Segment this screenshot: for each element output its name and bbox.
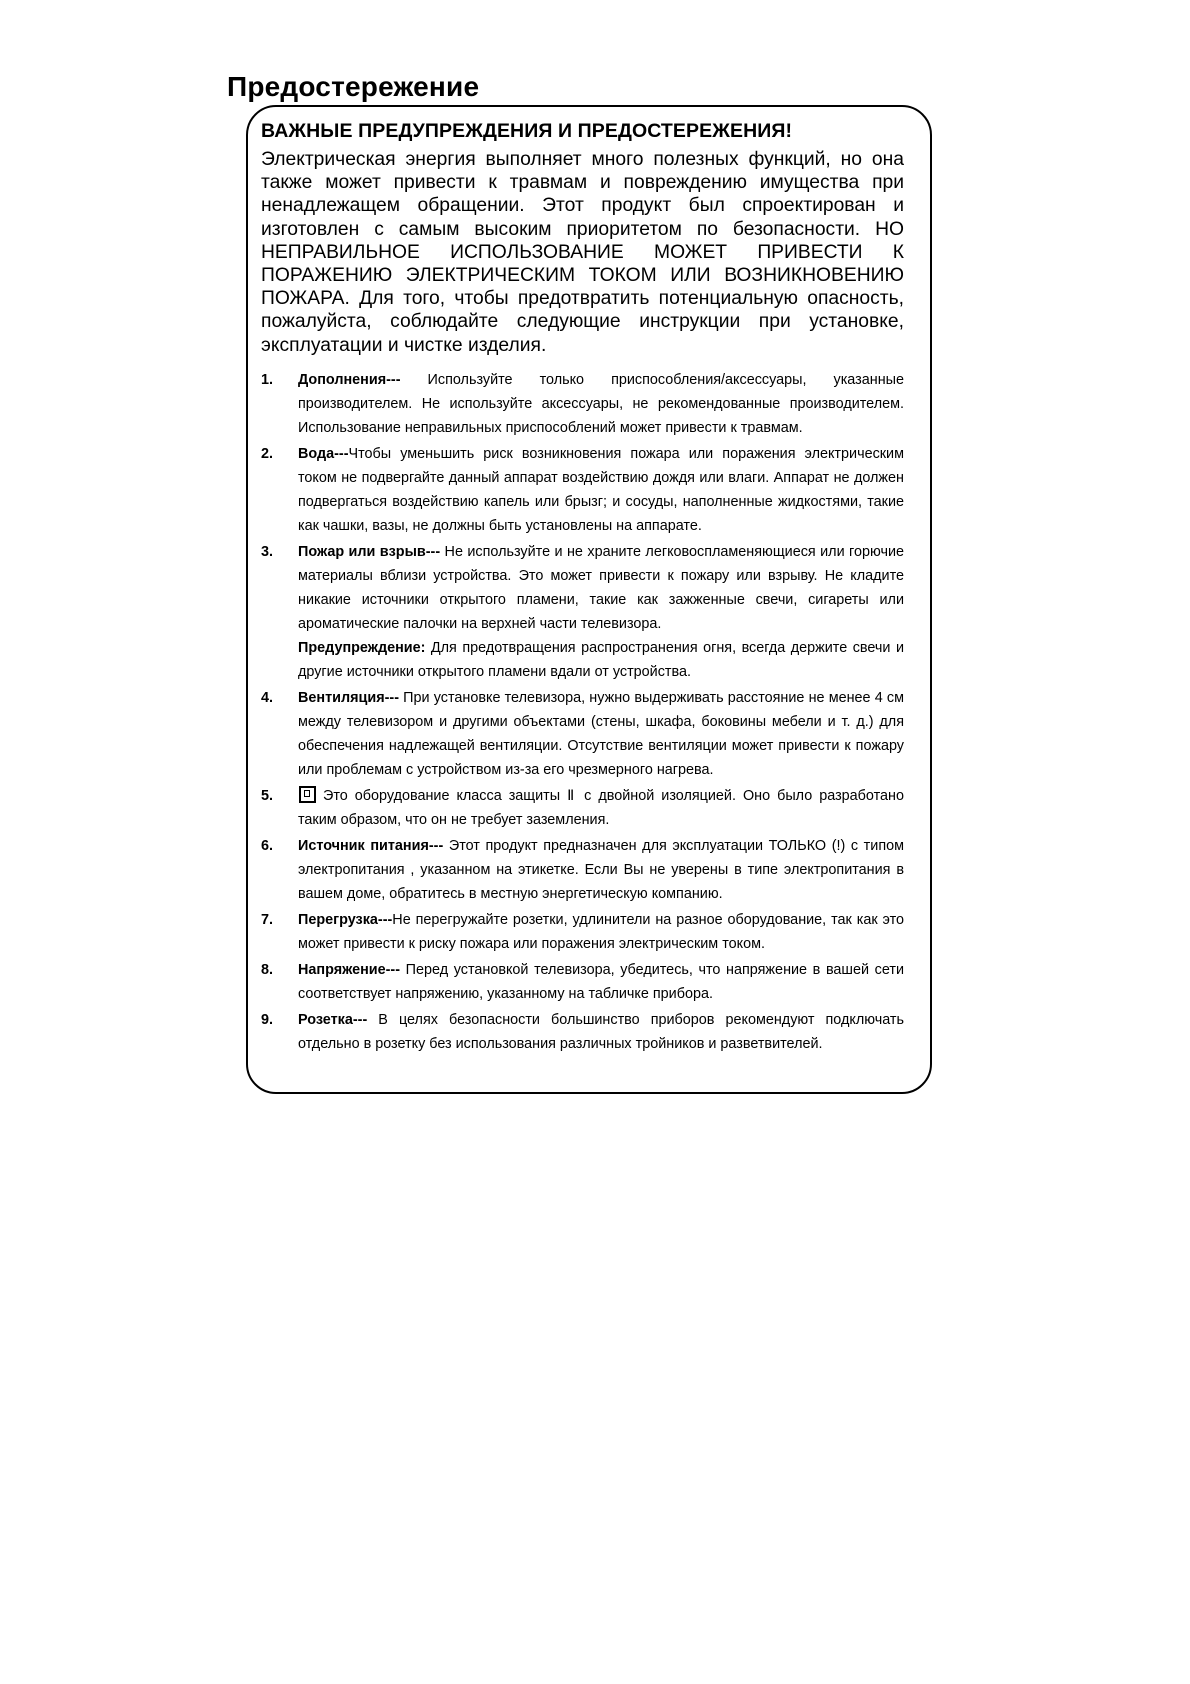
item-number: 4. bbox=[261, 689, 274, 706]
list-item-overload bbox=[261, 908, 904, 956]
warning-subparagraph-body: Для предотвращения распространения огня, всегда держите свечи и другие источники открытого пламени вдали от устройства. bbox=[298, 639, 904, 680]
item-body: Не перегружайте розетки, удлинители на разное оборудование, так как это может привести к риску пожара или поражения электрическим током. bbox=[298, 911, 904, 952]
item-number: 9. bbox=[261, 1011, 274, 1028]
item-body: При установке телевизора, нужно выдерживать расстояние не менее 4 см между телевизором и другими объектами (стены, шкафа, боковины мебели и т. д.) для обеспечения надлежащей вентиляции. Отсутствие вентиляции может привести к пожару или проблемам с устройством из-за его чрезмерного нагрева. bbox=[298, 689, 904, 778]
item-body: Перед установкой телевизора, убедитесь, что напряжение в вашей сети соответствует напряжению, указанному на табличке прибора. bbox=[298, 961, 904, 1002]
warning-box-heading: ВАЖНЫЕ ПРЕДУПРЕЖДЕНИЯ И ПРЕДОСТЕРЕЖЕНИЯ! bbox=[261, 120, 793, 142]
item-text bbox=[298, 540, 904, 684]
page-title: Предостережение bbox=[227, 70, 480, 102]
list-item-power-source bbox=[261, 834, 904, 906]
item-body: Не используйте и не храните легковоспламеняющиеся или горючие материалы вблизи устройства. Это может привести к пожару или взрыву. Не кладите никакие источники открытого пламени, такие как зажженные свечи, сигареты или ароматические палочки на верхней части телевизора. bbox=[298, 543, 904, 632]
item-text bbox=[298, 368, 904, 440]
item-number: 8. bbox=[261, 961, 274, 978]
list-item-additions bbox=[261, 368, 904, 440]
item-lead: Вода--- bbox=[298, 445, 349, 462]
item-number: 3. bbox=[261, 543, 274, 560]
item-text bbox=[298, 908, 904, 956]
item-text bbox=[298, 834, 904, 906]
class-ii-insulation-icon bbox=[299, 786, 316, 803]
warning-box bbox=[246, 105, 932, 1094]
item-lead: Дополнения--- bbox=[298, 371, 401, 388]
item-body: Это оборудование класса защиты Ⅱ с двойной изоляцией. Оно было разработано таким образом, что он не требует заземления. bbox=[298, 787, 904, 828]
item-body: Чтобы уменьшить риск возникновения пожара или поражения электрическим током не подвергайте данный аппарат воздействию дождя или влаги. Аппарат не должен подвергаться воздействию капель или брызг; и сосуды, наполненные жидкостями, такие как чашки, вазы, не должны быть установлены на аппарате. bbox=[298, 445, 904, 534]
item-number: 5. bbox=[261, 787, 274, 804]
item-lead: Напряжение--- bbox=[298, 961, 401, 978]
list-item-voltage bbox=[261, 958, 904, 1006]
item-lead: Источник питания--- bbox=[298, 837, 444, 854]
item-lead: Розетка--- bbox=[298, 1011, 368, 1028]
list-item-socket bbox=[261, 1008, 904, 1056]
item-text bbox=[298, 1008, 904, 1056]
item-body: В целях безопасности большинство приборов рекомендуют подключать отдельно в розетку без использования различных тройников и разветвителей. bbox=[298, 1011, 904, 1052]
warnings-list bbox=[261, 368, 904, 1056]
item-number: 2. bbox=[261, 445, 274, 462]
item-text bbox=[298, 686, 904, 782]
item-number: 7. bbox=[261, 911, 274, 928]
item-lead: Пожар или взрыв--- bbox=[298, 543, 441, 560]
item-number: 6. bbox=[261, 837, 274, 854]
item-body: Этот продукт предназначен для эксплуатации ТОЛЬКО (!) с типом электропитания , указанном на этикетке. Если Вы не уверены в типе электропитания в вашем доме, обратитесь в местную энергетическую компанию. bbox=[298, 837, 905, 902]
item-lead: Вентиляция--- bbox=[298, 689, 399, 706]
list-item-water bbox=[261, 442, 904, 538]
item-body: Используйте только приспособления/аксессуары, указанные производителем. Не используйте аксессуары, не рекомендованные производителем. Использование неправильных приспособлений может привести к травмам. bbox=[298, 371, 904, 436]
item-number: 1. bbox=[261, 371, 274, 388]
intro-paragraph: Электрическая энергия выполняет много полезных функций, но она также может привести к травмам и повреждению имущества при ненадлежащем обращении. Этот продукт был спроектирован и изготовлен с самым высоким приоритетом по безопасности. НО НЕПРАВИЛЬНОЕ ИСПОЛЬЗОВАНИЕ МОЖЕТ ПРИВЕСТИ К ПОРАЖЕНИЮ ЭЛЕКТРИЧЕСКИМ ТОКОМ ИЛИ ВОЗНИКНОВЕНИЮ ПОЖАРА. Для того, чтобы предотвратить потенциальную опасность, пожалуйста, соблюдайте следующие инструкции при установке, эксплуатации и чистке изделия. bbox=[261, 149, 904, 356]
item-text bbox=[298, 442, 904, 538]
warning-subparagraph-lead: Предупреждение: bbox=[298, 639, 426, 656]
item-lead: Перегрузка--- bbox=[298, 911, 393, 928]
list-item-class-ii-insulation bbox=[261, 784, 904, 832]
warning-subparagraph bbox=[298, 636, 904, 684]
item-main-paragraph bbox=[298, 540, 904, 636]
item-text bbox=[298, 958, 904, 1006]
item-text bbox=[298, 784, 904, 832]
list-item-ventilation bbox=[261, 686, 904, 782]
list-item-fire-explosion bbox=[261, 540, 904, 684]
